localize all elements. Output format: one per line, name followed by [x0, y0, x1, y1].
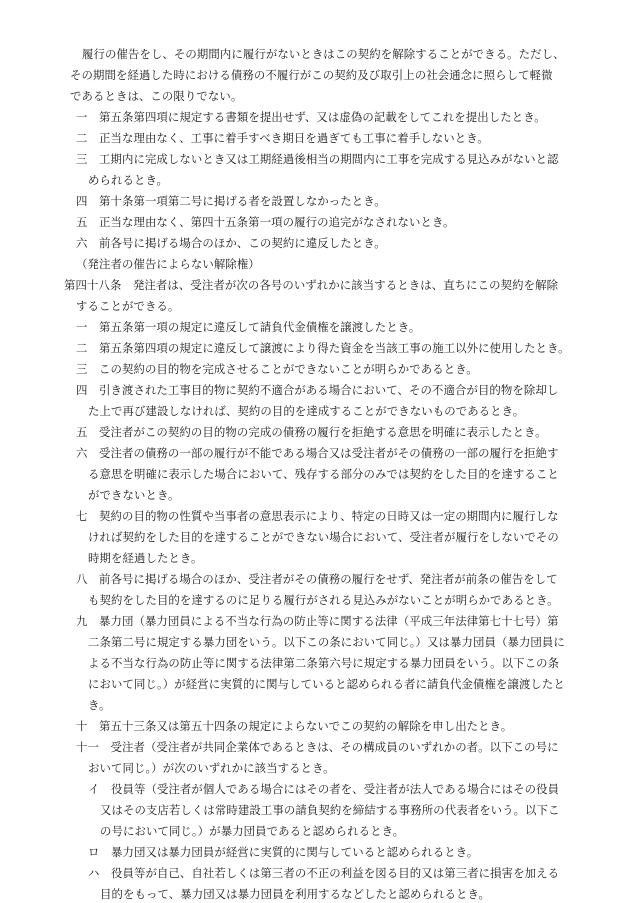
- text-line: も契約をした目的を達するのに足りる履行がされる見込みがないことが明らかであるとき。: [88, 593, 559, 607]
- text-line: 四 第十条第一項第二号に掲げる者を設置しなかったとき。: [76, 194, 386, 208]
- text-line: 二条第二号に規定する暴力団をいう。以下この条において同じ。）又は暴力団員（暴力団員に: [88, 635, 565, 649]
- text-line: その期間を経過した時における債務の不履行がこの契約及び取引上の社会通念に照らして軽微: [70, 68, 553, 82]
- text-line: 十一 受注者（受注者が共同企業体であるときは、その構成員のいずれかの者。以下この号に: [76, 740, 559, 754]
- text-line: た上で再び建設しなければ、契約の目的を達成することができないものであるとき。: [88, 404, 525, 418]
- text-line: 一 第五条第四項に規定する書類を提出せず、又は虚偽の記載をしてこれを提出したとき。: [76, 110, 546, 124]
- text-line: ければ契約をした目的を達することができない場合において、受注者が履行をしないでその: [88, 530, 559, 544]
- text-line: 五 正当な理由なく、第四十五条第一項の履行の追完がなされないとき。: [76, 215, 455, 229]
- text-line: 二 正当な理由なく、工事に着手すべき期日を過ぎても工事に着手しないとき。: [76, 131, 489, 145]
- text-line: 履行の催告をし、その期間内に履行がないときはこの契約を解除することができる。ただし、: [82, 47, 565, 61]
- text-line: おいて同じ。）が次のいずれかに該当するとき。: [88, 761, 335, 775]
- text-line: 六 受注者の債務の一部の履行が不能である場合又は受注者がその債務の一部の履行を拒絶す: [76, 446, 559, 460]
- text-line: 時期を経過したとき。: [88, 551, 203, 565]
- text-line: の号において同じ。）が暴力団員であると認められるとき。: [100, 824, 405, 838]
- text-line: 一 第五条第一項の規定に違反して請負代金債権を譲渡したとき。: [76, 320, 421, 334]
- text-line: 三 この契約の目的物を完成させることができないことが明らかであるとき。: [76, 362, 478, 376]
- text-line: 八 前各号に掲げる場合のほか、受注者がその債務の履行をせず、発注者が前条の催告をして: [76, 572, 558, 586]
- text-line: することができる。: [76, 299, 180, 313]
- text-line: よる不当な行為の防止等に関する法律第二条第六号に規定する暴力団員をいう。以下この条: [88, 656, 560, 670]
- text-line: 五 受注者がこの契約の目的物の完成の債務の履行を拒絶する意思を明確に表示したとき。: [76, 425, 547, 439]
- text-line: ハ 役員等が自己、自社若しくは第三者の不正の利益を図る目的又は第三者に損害を加える: [88, 866, 560, 880]
- text-line: 又はその支店若しくは常時建設工事の請負契約を締結する事務所の代表者をいう。以下こ: [100, 803, 560, 817]
- text-line: イ 役員等（受注者が個人である場合にはその者を、受注者が法人である場合にはその役員: [88, 782, 560, 796]
- text-line: において同じ。）が経営に実質的に関与していると認められる者に請負代金債権を譲渡したと: [88, 677, 565, 691]
- text-line: 三 工期内に完成しないとき又は工期経過後相当の期間内に工事を完成する見込みがないと認: [76, 152, 559, 166]
- text-line: る意思を明確に表示した場合において、残存する部分のみでは契約をした目的を達すること: [88, 467, 559, 481]
- text-line: 七 契約の目的物の性質や当事者の意思表示により、特定の日時又は一定の期間内に履行しな: [76, 509, 559, 523]
- text-line: ロ 暴力団又は暴力団員が経営に実質的に関与していると認められるとき。: [88, 845, 479, 859]
- text-line: き。: [88, 698, 111, 712]
- text-line: であるときは、この限りでない。: [70, 89, 243, 103]
- text-line: 二 第五条第四項の規定に違反して譲渡により得た資金を当該工事の施工以外に使用したとき。: [76, 341, 570, 355]
- text-line: 六 前各号に掲げる場合のほか、この契約に違反したとき。: [76, 236, 386, 250]
- text-line: 九 暴力団（暴力団員による不当な行為の防止等に関する法律（平成三年法律第七十七号）第: [76, 614, 559, 628]
- article-heading: 第四十八条 発注者は、受注者が次の各号のいずれかに該当するときは、直ちにこの契約を解除: [64, 278, 559, 292]
- text-line: 目的をもって、暴力団又は暴力団員を利用するなどしたと認められるとき。: [100, 887, 490, 901]
- text-line: ができないとき。: [88, 488, 180, 502]
- text-line: められるとき。: [88, 173, 168, 187]
- text-line: 十 第五十三条又は第五十四条の規定によらないでこの契約の解除を申し出たとき。: [76, 719, 513, 733]
- text-line: 四 引き渡された工事目的物に契約不適合がある場合において、その不適合が目的物を除却し: [76, 383, 559, 397]
- section-heading: （発注者の催告によらない解除権）: [76, 257, 260, 271]
